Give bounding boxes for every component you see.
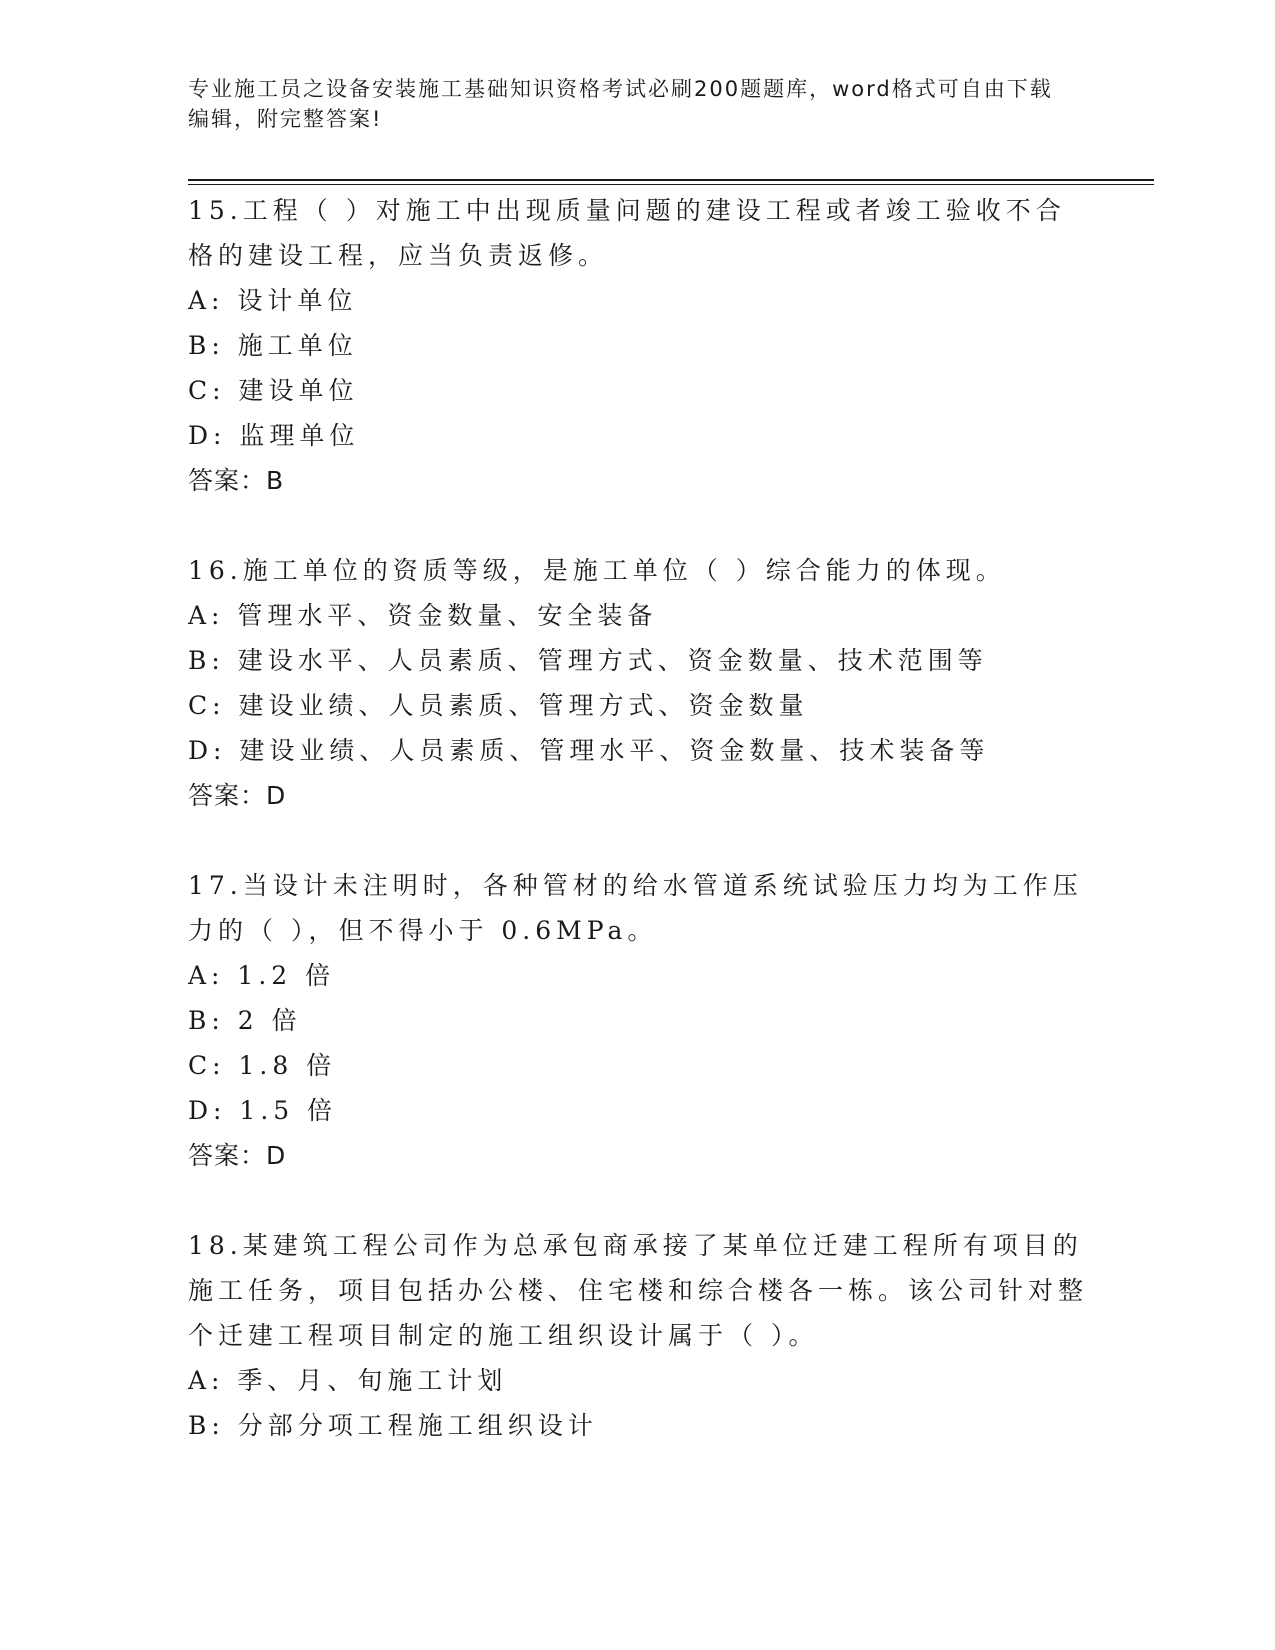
spacer (188, 818, 1088, 863)
question-text: 18.某建筑工程公司作为总承包商承接了某单位迁建工程所有项目的施工任务，项目包括办公楼、住宅楼和综合楼各一栋。该公司针对整个迁建工程项目制定的施工组织设计属于（ ）。 (188, 1231, 1089, 1350)
option-c: C: 建设单位 (188, 376, 359, 405)
option-c: C: 1.8 倍 (188, 1051, 337, 1080)
question-text: 16.施工单位的资质等级，是施工单位（ ）综合能力的体现。 (188, 556, 1006, 585)
header-divider-thick (188, 179, 1154, 181)
option-d: D: 监理单位 (188, 421, 360, 450)
option-a: A: 管理水平、资金数量、安全装备 (188, 601, 658, 630)
option-b: B: 2 倍 (188, 1006, 302, 1035)
option-d: D: 1.5 倍 (188, 1096, 338, 1125)
question-text: 17.当设计未注明时，各种管材的给水管道系统试验压力均为工作压力的（ ），但不得小于 0.6MPa。 (188, 871, 1083, 945)
spacer (188, 1178, 1088, 1223)
option-a: A: 季、月、旬施工计划 (188, 1366, 508, 1395)
header-divider-thin (188, 184, 1154, 185)
question-15 (188, 188, 1088, 548)
option-d: D: 建设业绩、人员素质、管理水平、资金数量、技术装备等 (188, 736, 990, 765)
question-16 (188, 548, 1088, 863)
option-a: A: 1.2 倍 (188, 961, 336, 990)
question-17 (188, 863, 1088, 1223)
option-b: B: 建设水平、人员素质、管理方式、资金数量、技术范围等 (188, 646, 988, 675)
question-list (188, 188, 1088, 1448)
answer: 答案：D (188, 1141, 287, 1170)
option-a: A: 设计单位 (188, 286, 358, 315)
option-b: B: 施工单位 (188, 331, 358, 360)
answer: 答案：D (188, 781, 287, 810)
answer: 答案：B (188, 466, 285, 495)
option-b: B: 分部分项工程施工组织设计 (188, 1411, 598, 1440)
question-18 (188, 1223, 1088, 1448)
option-c: C: 建设业绩、人员素质、管理方式、资金数量 (188, 691, 809, 720)
question-text: 15.工程（ ）对施工中出现质量问题的建设工程或者竣工验收不合格的建设工程，应当负责返修。 (188, 196, 1066, 270)
document-header: 专业施工员之设备安装施工基础知识资格考试必刷200题题库，word格式可自由下载编辑，附完整答案! (188, 77, 1053, 131)
spacer (188, 503, 1088, 548)
